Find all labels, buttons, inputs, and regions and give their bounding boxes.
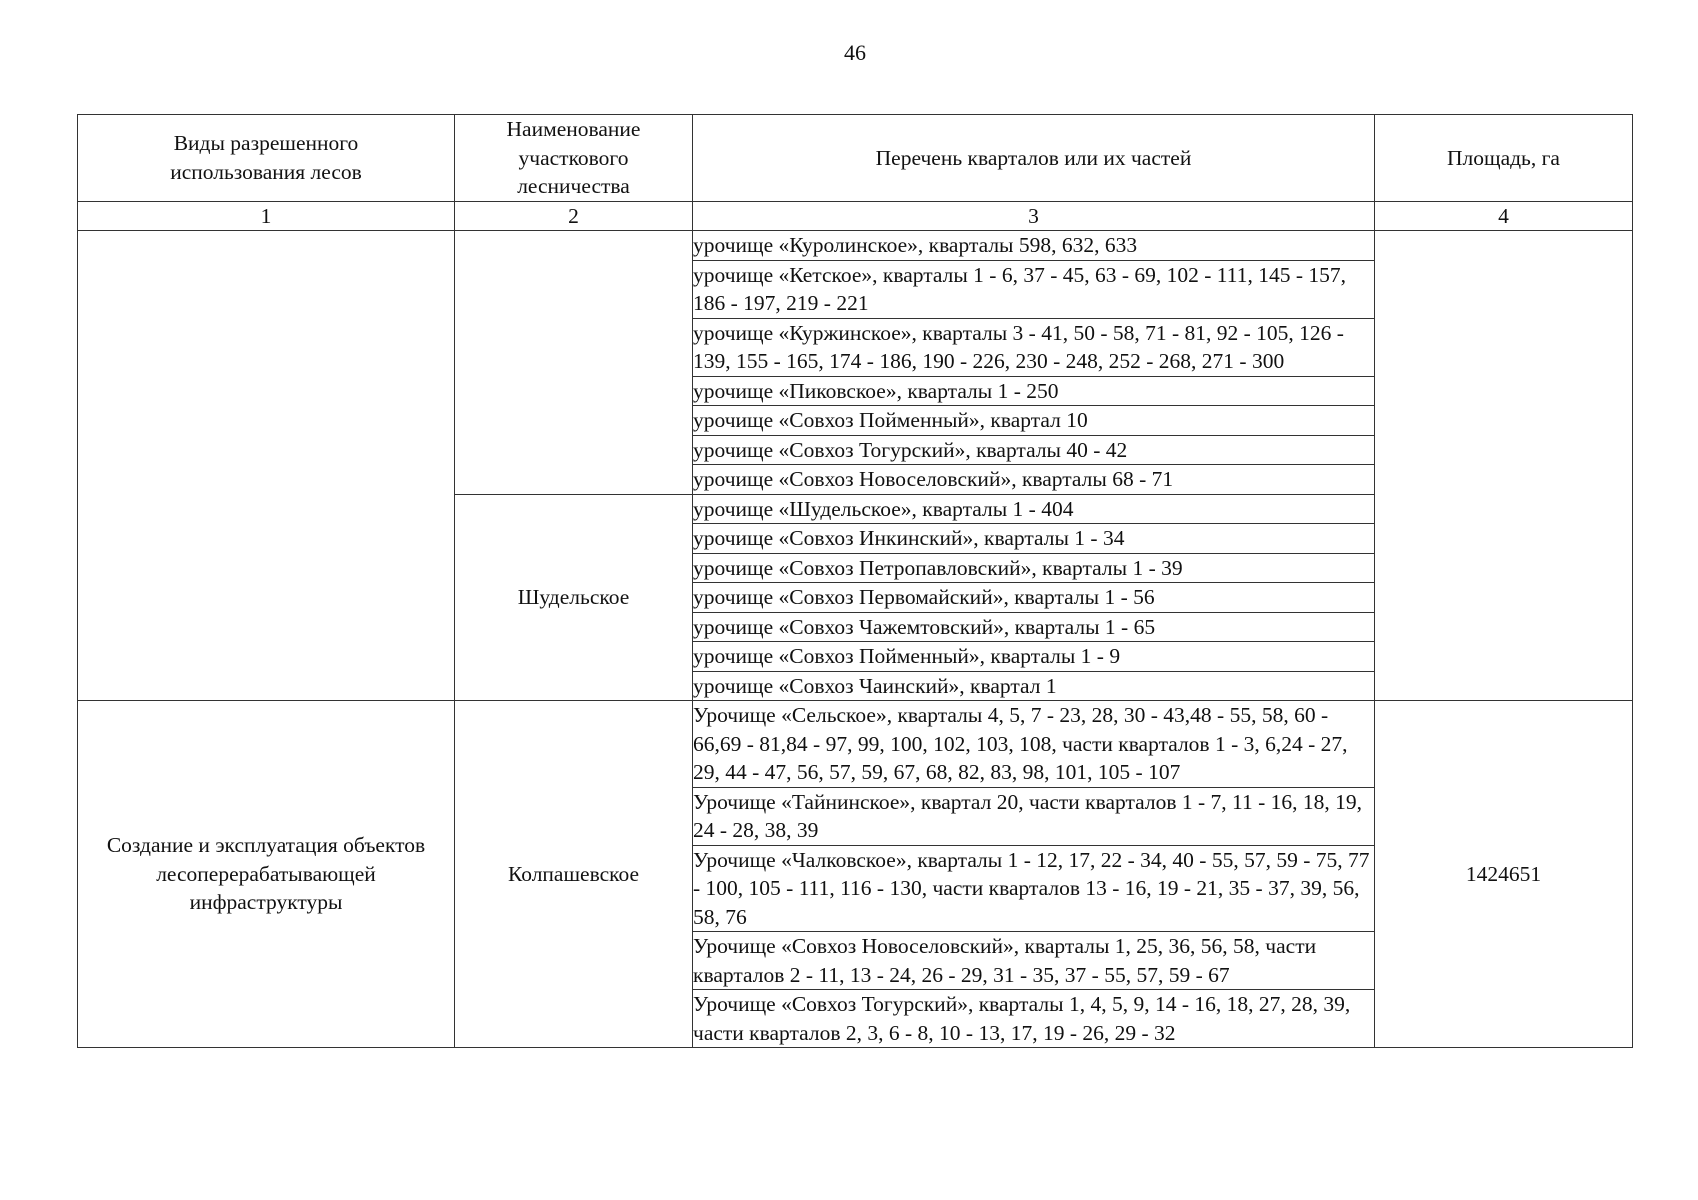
column-number-row xyxy=(78,201,1633,231)
quarters-cell: урочище «Совхоз Чаинский», квартал 1 xyxy=(693,671,1375,701)
quarters-cell: Урочище «Совхоз Тогурский», кварталы 1, 4, 5, 9, 14 - 16, 18, 27, 28, 39, части кварталов 2, 3, 6 - 8, 10 - 13, 17, 19 - 26, 29 - 32 xyxy=(693,990,1375,1048)
quarters-cell: урочище «Куролинское», кварталы 598, 632, 633 xyxy=(693,231,1375,261)
quarters-cell: Урочище «Чалковское», кварталы 1 - 12, 17, 22 - 34, 40 - 55, 57, 59 - 75, 77 - 100, 105 - 111, 116 - 130, части кварталов 13 - 16, 19 - 21, 35 - 37, 39, 56, 58, 76 xyxy=(693,845,1375,932)
area-cell: 1424651 xyxy=(1375,701,1633,1048)
column-number: 1 xyxy=(78,201,455,231)
forestry-cell-empty xyxy=(455,231,693,495)
quarters-cell: урочище «Совхоз Пойменный», квартал 10 xyxy=(693,406,1375,436)
quarters-cell: урочище «Совхоз Чажемтовский», кварталы 1 - 65 xyxy=(693,612,1375,642)
forestry-cell: Шудельское xyxy=(455,494,693,701)
column-number: 2 xyxy=(455,201,693,231)
quarters-cell: урочище «Совхоз Инкинский», кварталы 1 - 34 xyxy=(693,524,1375,554)
quarters-cell: урочище «Пиковское», кварталы 1 - 250 xyxy=(693,376,1375,406)
header-area: Площадь, га xyxy=(1375,115,1633,202)
forestry-cell: Колпашевское xyxy=(455,701,693,1048)
usage-type-cell-empty xyxy=(78,231,455,701)
quarters-cell: Урочище «Тайнинское», квартал 20, части кварталов 1 - 7, 11 - 16, 18, 19, 24 - 28, 38, 39 xyxy=(693,787,1375,845)
quarters-cell: урочище «Шудельское», кварталы 1 - 404 xyxy=(693,494,1375,524)
area-cell-empty xyxy=(1375,231,1633,701)
column-number: 3 xyxy=(693,201,1375,231)
quarters-cell: урочище «Совхоз Пойменный», кварталы 1 - 9 xyxy=(693,642,1375,672)
header-quarters-list: Перечень кварталов или их частей xyxy=(693,115,1375,202)
forest-use-table xyxy=(77,114,1633,1048)
header-usage-types: Виды разрешенного использования лесов xyxy=(78,115,455,202)
page-number: 46 xyxy=(844,40,866,65)
quarters-cell: Урочище «Совхоз Новоселовский», кварталы 1, 25, 36, 56, 58, части кварталов 2 - 11, 13 - 24, 26 - 29, 31 - 35, 37 - 55, 57, 59 - 67 xyxy=(693,932,1375,990)
header-row xyxy=(78,115,1633,202)
usage-type-cell: Создание и эксплуатация объектов лесоперерабатывающей инфраструктуры xyxy=(78,701,455,1048)
column-number: 4 xyxy=(1375,201,1633,231)
table-row xyxy=(78,701,1633,788)
quarters-cell: Урочище «Сельское», кварталы 4, 5, 7 - 23, 28, 30 - 43,48 - 55, 58, 60 - 66,69 - 81,84 - 97, 99, 100, 102, 103, 108, части кварталов 1 - 3, 6,24 - 27, 29, 44 - 47, 56, 57, 59, 67, 68, 82, 83, 98, 101, 105 - 107 xyxy=(693,701,1375,788)
header-forestry-name: Наименование участкового лесничества xyxy=(455,115,693,202)
quarters-cell: урочище «Совхоз Первомайский», кварталы 1 - 56 xyxy=(693,583,1375,613)
quarters-cell: урочище «Совхоз Тогурский», кварталы 40 - 42 xyxy=(693,435,1375,465)
quarters-cell: урочище «Куржинское», кварталы 3 - 41, 50 - 58, 71 - 81, 92 - 105, 126 - 139, 155 - 165, 174 - 186, 190 - 226, 230 - 248, 252 - 268, 271 - 300 xyxy=(693,318,1375,376)
quarters-cell: урочище «Совхоз Новоселовский», кварталы 68 - 71 xyxy=(693,465,1375,495)
table-row xyxy=(78,231,1633,261)
quarters-cell: урочище «Кетское», кварталы 1 - 6, 37 - 45, 63 - 69, 102 - 111, 145 - 157, 186 - 197, 219 - 221 xyxy=(693,260,1375,318)
quarters-cell: урочище «Совхоз Петропавловский», кварталы 1 - 39 xyxy=(693,553,1375,583)
